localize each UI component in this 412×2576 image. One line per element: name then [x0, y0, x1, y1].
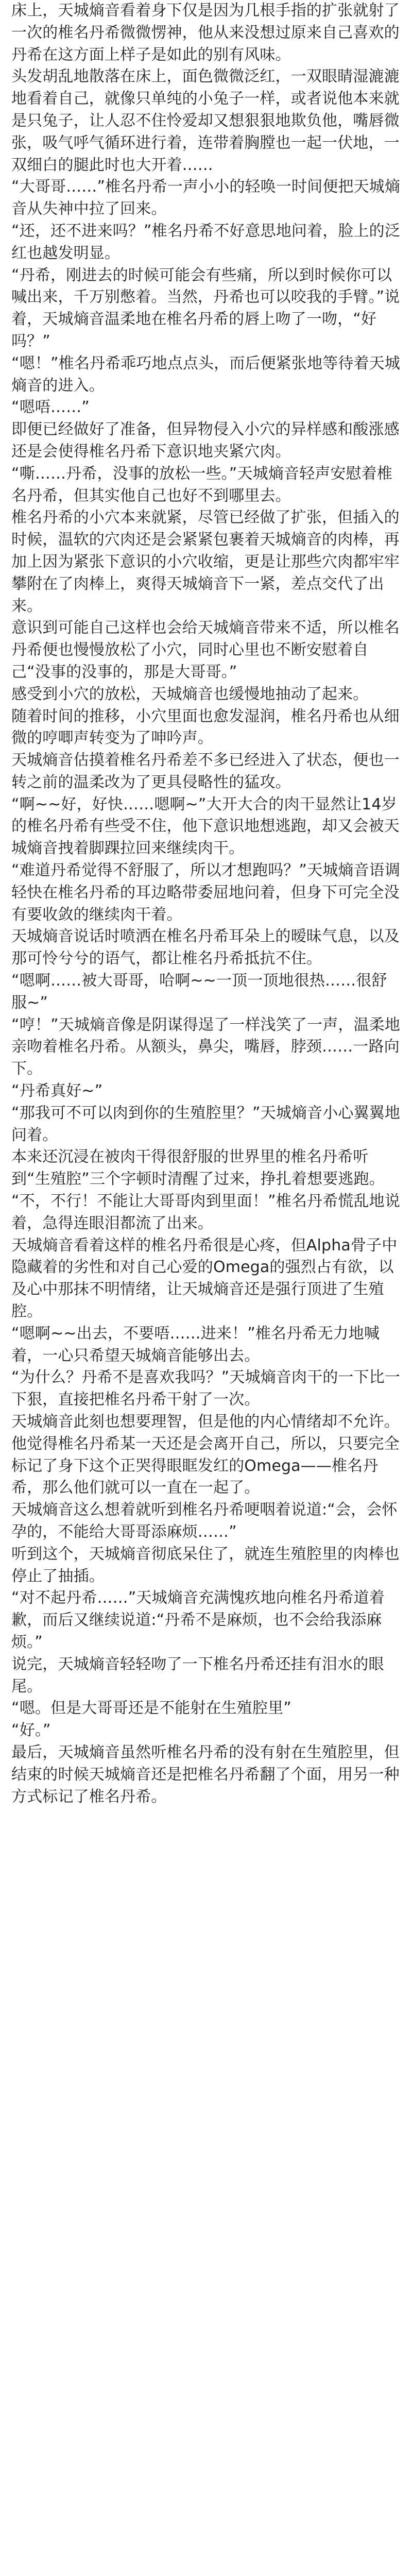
paragraph: 天城熵音看着这样的椎名丹希很是心疼，但Alpha骨子中隐藏着的劣性和对自己心爱的Omega的强烈占有欲，以及心中那抹不明情绪，让天城熵音还是强行顶进了生殖腔。: [11, 1236, 398, 1321]
paragraph: “为什么？丹希不是喜欢我吗？”天城熵音肉干的一下比一下狠，直接把椎名丹希干射了一次。: [11, 1368, 400, 1409]
paragraph: 天城熵音估摸着椎名丹希差不多已经进入了状态，便也一转之前的温柔改为了更具侵略性的猛攻。: [11, 751, 400, 791]
paragraph: 天城熵音说话时喷洒在椎名丹希耳朵上的暧昧气息，以及那可怜兮兮的语气，都让椎名丹希抵抗不住。: [11, 927, 400, 968]
paragraph: 随着时间的推移，小穴里面也愈发湿润，椎名丹希也从细微的哼唧声转变为了呻吟声。: [11, 707, 400, 748]
paragraph: 天城熵音这么想着就听到椎名丹希哽咽着说道:“会，会怀孕的，不能给大哥哥添麻烦……”: [11, 1501, 398, 1541]
paragraph: “嗯！”椎名丹希乖巧地点点头，而后便紧张地等待着天城熵音的进入。: [11, 354, 400, 395]
paragraph: 意识到可能自己这样也会给天城熵音带来不适，所以椎名丹希便也慢慢放松了小穴，同时心里也不断安慰着自己“没事的没事的，那是大哥哥。”: [11, 619, 400, 681]
paragraph: 说完，天城熵音轻轻吻了一下椎名丹希还挂有泪水的眼尾。: [11, 1655, 384, 1696]
paragraph: 床上，天城熵音看着身下仅是因为几根手指的扩张就射了一次的椎名丹希微微愣神，他从来没想过原来自己喜欢的丹希在这方面上样子是如此的别有风味。: [11, 2, 400, 64]
paragraph: “嘶……丹希，没事的放松一些。”天城熵音轻声安慰着椎名丹希，但其实他自己也好不到哪里去。: [11, 464, 392, 505]
paragraph: “嗯啊~~出去，不要唔……进来！”椎名丹希无力地喊着，一心只希望天城熵音能够出去。: [11, 1324, 380, 1365]
paragraph: “那我可不可以肉到你的生殖腔里？”天城熵音小心翼翼地问着。: [11, 1104, 400, 1144]
paragraph: 天城熵音此刻也想要理智，但是他的内心情绪却不允许。他觉得椎名丹希某一天还是会离开自己，所以，只要完全标记了身下这个正哭得眼眶发红的Omega——椎名丹希，那么他们就可以一直在一起了。: [11, 1413, 400, 1497]
paragraph: “好。”: [11, 1721, 51, 1740]
paragraph: “嗯啊……被大哥哥，哈啊~~一顶一顶地很热……很舒服~”: [11, 972, 387, 1012]
paragraph: 本来还沉浸在被肉干得很舒服的世界里的椎名丹希听到“生殖腔”三个字顿时清醒了过来，挣扎着想要逃跑。: [11, 1148, 385, 1189]
paragraph: 感受到小穴的放松，天城熵音也缓慢地抽动了起来。: [11, 685, 369, 703]
paragraph: “丹希，刚进去的时候可能会有些痛，所以到时候你可以喊出来，千万别憋着。当然，丹希也可以咬我的手臂。”说着，天城熵音温柔地在椎名丹希的唇上吻了一吻，“好吗？”: [11, 266, 400, 350]
paragraph: “不，不行！不能让大哥哥肉到里面！”椎名丹希慌乱地说着，急得连眼泪都流了出来。: [11, 1192, 400, 1232]
paragraph: 最后，天城熵音虽然听椎名丹希的没有射在生殖腔里，但结束的时候天城熵音还是把椎名丹希翻了个面，用另一种方式标记了椎名丹希。: [11, 1743, 400, 1806]
paragraph: “难道丹希觉得不舒服了，所以才想跑吗？”天城熵音语调轻快在椎名丹希的耳边略带委屈地问着，但身下可完全没有要收敛的继续肉干着。: [11, 861, 400, 924]
paragraph: 头发胡乱地散落在床上，面色微微泛红，一双眼睛湿漉漉地看着自己，就像只单纯的小兔子一样，或者说他本来就是只兔子，让人忍不住怜爱却又想狠狠地欺负他，嘴唇微张，吸气呼气循环进行着，连带着胸膛也一起一伏地，一双细白的腿此时也大开着……: [11, 67, 400, 174]
paragraph: “嗯。但是大哥哥还是不能射在生殖腔里”: [11, 1699, 291, 1718]
paragraph: 听到这个，天城熵音彻底呆住了，就连生殖腔里的肉棒也停止了抽插。: [11, 1545, 400, 1585]
paragraph: “还，还不进来吗？”椎名丹希不好意思地问着，脸上的泛红也越发明显。: [11, 222, 400, 262]
paragraph: “嗯唔……”: [11, 398, 90, 417]
paragraph: “丹希真好~”: [11, 1082, 103, 1100]
paragraph: “对不起丹希……”天城熵音充满愧疚地向椎名丹希道着歉，而后又继续说道:“丹希不是麻烦，也不会给我添麻烦。”: [11, 1589, 385, 1651]
paragraph: “啊~~好，好快……嗯啊~”大开大合的肉干显然让14岁的椎名丹希有些受不住，他下意识地想逃跑，却又会被天城熵音拽着脚踝拉回来继续肉干。: [11, 795, 400, 858]
paragraph: “哼！”天城熵音像是阴谋得逞了一样浅笑了一声，温柔地亲吻着椎名丹希。从额头，鼻尖，嘴唇，脖颈……一路向下。: [11, 1015, 400, 1078]
paragraph: 即便已经做好了准备，但异物侵入小穴的异样感和酸涨感还是会使得椎名丹希下意识地夹紧穴肉。: [11, 420, 400, 461]
paragraph: 椎名丹希的小穴本来就紧，尽管已经做了扩张，但插入的时候，温软的穴肉还是会紧紧包裹着天城熵音的肉棒，再加上因为紧张下意识的小穴收缩，更是让那些穴肉都牢牢攀附在了肉棒上，爽得天城熵音下一紧，差点交代了出来。: [11, 509, 400, 615]
paragraph: “大哥哥……”椎名丹希一声小小的轻唤一时间便把天城熵音从失神中拉了回来。: [11, 178, 400, 218]
